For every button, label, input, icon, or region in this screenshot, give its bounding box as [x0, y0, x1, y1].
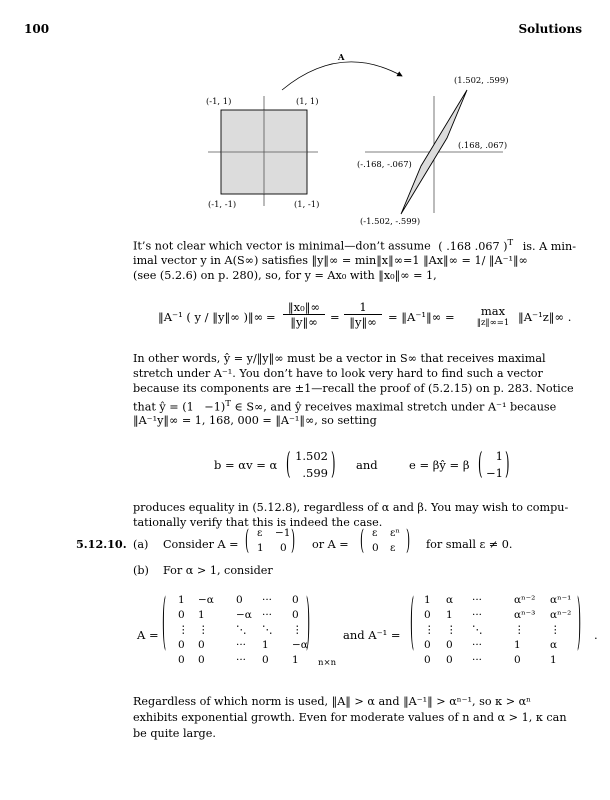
matrix-Ainv-cell: ··· — [472, 594, 483, 606]
or-text: or A = — [312, 538, 349, 551]
matrix-Ainv-cell: 1 — [514, 639, 521, 651]
para3-line1: produces equality in (5.12.8), regardless of α and β. You may wish to compu- — [133, 501, 569, 514]
eq1-frac1: ‖x₀‖∞ ‖y‖∞ — [283, 300, 325, 329]
matrix-A-cell: 0 — [236, 594, 243, 606]
matrix-a1: ( ε −1 1 0 ) — [245, 525, 296, 557]
matrix-A-cell: −α — [198, 594, 214, 606]
eq1-frac2: 1 ‖y‖∞ — [344, 300, 382, 329]
matrix-A-cell: ⋱ — [236, 624, 247, 636]
para2-line3: because its components are ±1—recall the proof of (5.2.15) on p. 283. Notice — [133, 382, 574, 395]
matrix-A-cell: ··· — [262, 594, 273, 606]
matrix-A-cell: −α — [236, 609, 252, 621]
para2-line1: In other words, ŷ = y/‖y‖∞ must be a vector in S∞ that receives maximal — [133, 352, 546, 365]
matrix-Ainv-cell: ··· — [472, 654, 483, 666]
matrix-Ainv-cell: αⁿ⁻² — [550, 609, 572, 621]
para1-line3: (see (5.2.6) on p. 280), so, for y = Ax₀ with ‖x₀‖∞ = 1, — [133, 269, 437, 282]
matrix-A-cell: 0 — [198, 654, 205, 666]
matrix-A-cell: 0 — [178, 609, 185, 621]
matrix-A-cell: 1 — [178, 594, 185, 606]
matrix-Ainv-cell: ⋮ — [424, 624, 435, 636]
matrix-Ainv-cell: α — [446, 594, 454, 606]
matrix-Ainv-cell: ··· — [472, 639, 483, 651]
para3-line2: tationally verify that this is indeed the case. — [133, 516, 383, 529]
label-para-right: (.168, .067) — [458, 140, 508, 150]
eq1-lhs: ‖A⁻¹ ( y / ‖y‖∞ )‖∞ — [158, 310, 264, 324]
matrix-Ainv-cell: 1 — [550, 654, 557, 666]
page-number: 100 — [24, 22, 50, 36]
matrix-A-cell: ··· — [262, 609, 273, 621]
matrix-A-cell: 1 — [262, 639, 269, 651]
matrix-Ainv-cell: 1 — [446, 609, 453, 621]
para2-line5: ‖A⁻¹y‖∞ = 1, 168, 000 = ‖A⁻¹‖∞, so setting — [133, 414, 377, 427]
unit-square — [208, 96, 318, 206]
matrix-Ainv: ( 1 α ··· αⁿ⁻² αⁿ⁻¹ 0 1 ··· αⁿ⁻³ αⁿ⁻² ⋮ ⋮ ⋱ ⋮ ⋮ 0 0 ··· 1 α 0 0 ··· 0 1 ) — [410, 589, 582, 666]
matrix-A-size: n×n — [318, 658, 337, 668]
matrix-A-cell: 0 — [178, 654, 185, 666]
matrix-A-cell: ··· — [236, 639, 247, 651]
matrix-A-cell: 0 — [292, 609, 299, 621]
part-b-text: For α > 1, consider — [163, 564, 273, 577]
matrix-a2: ( ε εⁿ 0 ε ) — [360, 525, 411, 557]
eq1-max: max ‖z‖∞=1 — [476, 304, 510, 328]
matrix-Ainv-cell: 1 — [424, 594, 431, 606]
matrix-Ainv-cell: αⁿ⁻³ — [514, 609, 536, 621]
matrix-A-cell: −α — [292, 639, 308, 651]
A-label: A = — [137, 628, 159, 642]
matrix-A-cell: ··· — [236, 654, 247, 666]
matrix-A-cell: 1 — [198, 609, 205, 621]
matrix-Ainv-cell: αⁿ⁻¹ — [550, 594, 572, 606]
section-title: Solutions — [518, 22, 582, 36]
part-b-label: (b) — [133, 564, 149, 577]
matrix-A-cell: 1 — [292, 654, 299, 666]
label-para-bottom: (-1.502, -.599) — [360, 216, 421, 226]
matrix-A-cell: 0 — [198, 639, 205, 651]
matrix-Ainv-cell: ⋮ — [446, 624, 457, 636]
map-arrow — [282, 62, 402, 90]
matrix-A-cell: ⋮ — [292, 624, 303, 636]
matrix-Ainv-cell: 0 — [446, 654, 453, 666]
para2-line4: that ŷ = $(1 -1)^T$ ∈ S∞, and ŷ receives maximal stretch under A⁻¹ because — [133, 399, 557, 414]
exercise-number: 5.12.10. — [76, 537, 127, 551]
matrix-Ainv-cell: 0 — [424, 609, 431, 621]
matrix-Ainv-cell: 0 — [514, 654, 521, 666]
matrix-A-cell: 0 — [262, 654, 269, 666]
part-a-tail: for small ε ≠ 0. — [426, 538, 513, 551]
para1-line1: It’s not clear which vector is minimal—don’t assume ( .168 .067 )$^T$ is. A min- — [133, 238, 576, 253]
label-para-top: (1.502, .599) — [454, 75, 509, 85]
matrix-Ainv-cell: α — [550, 639, 558, 651]
matrix-A: ( 1 −α 0 ··· 0 0 1 −α ··· 0 ⋮ ⋮ ⋱ ⋱ ⋮ 0 0 ··· 1 −α 0 0 ··· 0 1 ) n×n — [162, 589, 337, 668]
label-square-tr: (1, 1) — [296, 96, 319, 106]
image-parallelogram — [365, 90, 503, 214]
equation-1: ‖A⁻¹ ( y / ‖y‖∞ )‖∞ = ‖x₀‖∞ ‖y‖∞ = 1 ‖y‖∞ = ‖A⁻¹‖∞ = max ‖z‖∞=1 ‖A⁻¹z‖∞ . — [158, 300, 572, 329]
matrix-Ainv-cell: ··· — [472, 609, 483, 621]
part-a-text: Consider A = — [163, 538, 239, 551]
matrix-Ainv-cell: 0 — [446, 639, 453, 651]
part-a-label: (a) — [133, 538, 149, 551]
para4-line2: exhibits exponential growth. Even for moderate values of n and α > 1, κ can — [133, 711, 567, 724]
label-square-br: (1, -1) — [294, 199, 320, 209]
Ainv-label: and A⁻¹ = — [343, 628, 401, 642]
matrix-A-cell: ⋮ — [198, 624, 209, 636]
matrix-Ainv-cell: ⋮ — [550, 624, 561, 636]
matrix-A-cell: ⋮ — [178, 624, 189, 636]
para1-line2: imal vector y in A(S∞) satisfies ‖y‖∞ = min‖x‖∞=1 ‖Ax‖∞ = 1/ ‖A⁻¹‖∞ — [133, 254, 528, 267]
label-map-A: A — [338, 52, 345, 62]
label-para-left: (-.168, -.067) — [357, 159, 412, 169]
para4-line3: be quite large. — [133, 727, 216, 740]
matrix-Ainv-cell: αⁿ⁻² — [514, 594, 536, 606]
eq2-b-vector: 1.502 .599 — [295, 449, 328, 480]
matrix-Ainv-cell: ⋱ — [472, 624, 483, 636]
label-square-bl: (-1, -1) — [208, 199, 237, 209]
matrix-Ainv-cell: ⋮ — [514, 624, 525, 636]
eq2-e-vector: 1 −1 — [486, 449, 503, 480]
label-square-tl: (-1, 1) — [206, 96, 232, 106]
matrix-Ainv-cell: 0 — [424, 639, 431, 651]
para4-line1: Regardless of which norm is used, ‖A‖ > α and ‖A⁻¹‖ > αⁿ⁻¹, so κ > αⁿ — [133, 695, 532, 708]
para2-line2: stretch under A⁻¹. You don’t have to look very hard to find such a vector — [133, 367, 543, 380]
matrix-A-cell: 0 — [178, 639, 185, 651]
matrix-A-cell: 0 — [292, 594, 299, 606]
equation-2: b = αv = α ( 1.502 .599 ) and e = βŷ = β ( 1 −1 ) — [214, 444, 510, 482]
matrix-Ainv-cell: 0 — [424, 654, 431, 666]
matrix-A-cell: ⋱ — [262, 624, 273, 636]
